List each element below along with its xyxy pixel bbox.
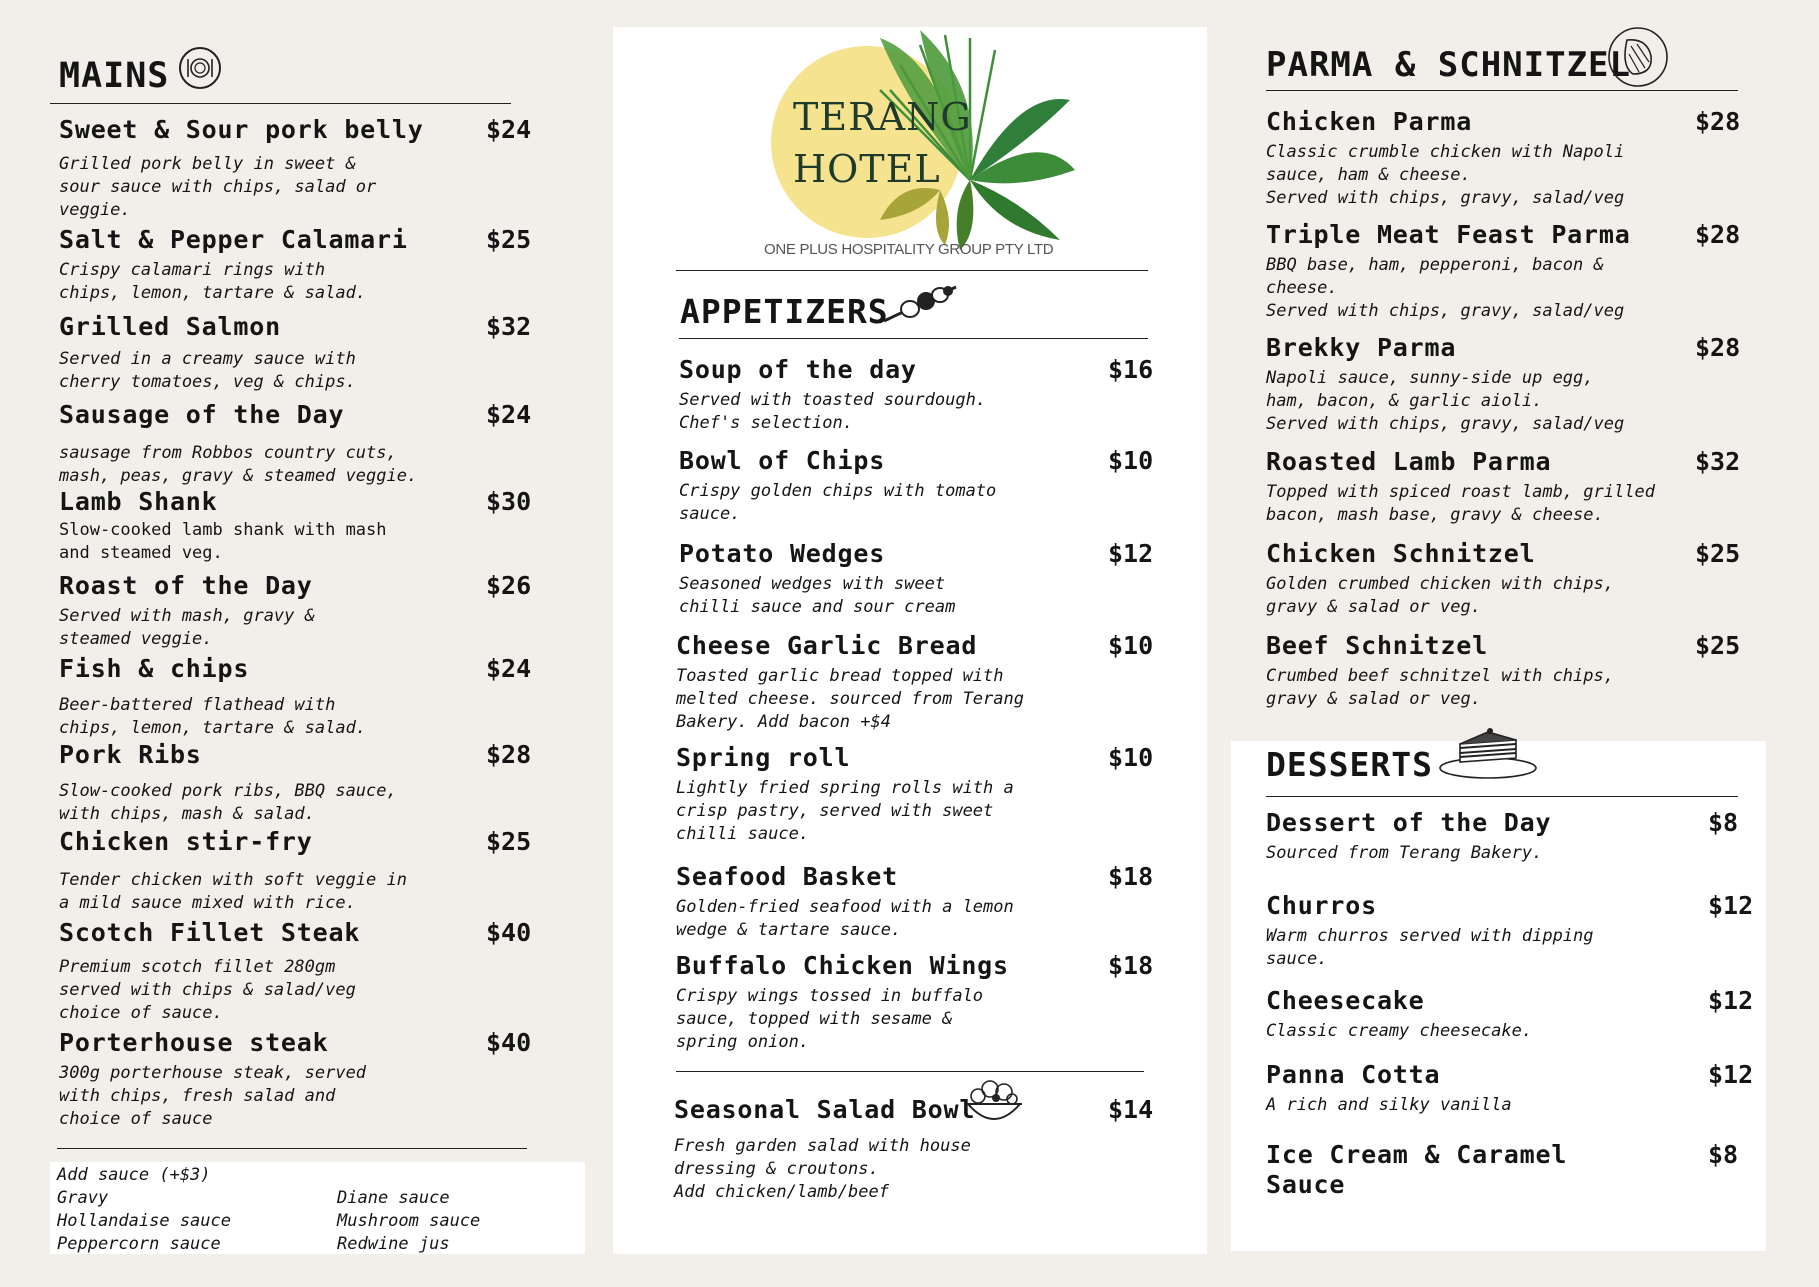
sauce-title: Add sauce (+$3) (57, 1165, 211, 1185)
item-name: Brekky Parma (1266, 333, 1457, 362)
item-description: Classic crumble chicken with Napoli sauce, ham & cheese. Served with chips, gravy, salad/veg (1266, 142, 1625, 208)
item-name: Cheese Garlic Bread (676, 631, 978, 660)
item-name: Chicken Parma (1266, 107, 1473, 136)
item-name: Scotch Fillet Steak (59, 918, 361, 947)
item-description: Seasoned wedges with sweet chilli sauce and sour cream (679, 574, 956, 617)
item-price: $24 (486, 400, 532, 429)
item-description: Fresh garden salad with house dressing & croutons. Add chicken/lamb/beef (674, 1136, 971, 1202)
item-name: Grilled Salmon (59, 312, 281, 341)
item-name: Pork Ribs (59, 740, 202, 769)
appetizers-menu-item (679, 355, 1154, 435)
desserts-menu-item (1266, 808, 1739, 865)
item-name: Beef Schnitzel (1266, 631, 1488, 660)
appetizers-menu-item (679, 446, 1154, 526)
desserts-heading: DESSERTS (1266, 745, 1433, 784)
item-description: Premium scotch fillet 280gm served with chips & salad/veg choice of sauce. (59, 957, 356, 1023)
logo-divider (676, 270, 1148, 271)
item-description: Lightly fried spring rolls with a crisp pastry, served with sweet chilli sauce. (676, 778, 1014, 844)
item-description: Toasted garlic bread topped with melted cheese. sourced from Terang Bakery. Add bacon +$4 (676, 666, 1024, 732)
item-description: A rich and silky vanilla (1266, 1095, 1512, 1115)
item-price: $26 (486, 571, 532, 600)
mains-menu-item (59, 225, 532, 305)
mains-heading: MAINS (59, 56, 170, 96)
sauce-option: Mushroom sauce (337, 1211, 481, 1231)
item-description: Tender chicken with soft veggie in a mild sauce mixed with rice. (59, 870, 407, 913)
salad-bowl-icon (962, 1074, 1026, 1134)
mains-menu-item (59, 740, 532, 826)
item-price: $25 (486, 225, 532, 254)
item-description: Classic creamy cheesecake. (1266, 1021, 1533, 1041)
item-name: Lamb Shank (59, 487, 218, 516)
sauce-option: Peppercorn sauce (57, 1234, 221, 1254)
item-name: Dessert of the Day (1266, 808, 1552, 837)
mains-menu-item (59, 654, 532, 740)
desserts-divider (1266, 796, 1738, 797)
brand-name-line2: HOTEL (793, 147, 941, 191)
parma-menu-item (1266, 539, 1741, 619)
item-price: $14 (1108, 1095, 1154, 1124)
item-description: Crumbed beef schnitzel with chips, gravy & salad or veg. (1266, 666, 1614, 709)
appetizers-menu-item (676, 743, 1154, 846)
cake-slice-icon (1438, 726, 1538, 784)
item-name: Sweet & Sour pork belly (59, 115, 424, 144)
item-name: Fish & chips (59, 654, 250, 683)
item-name: Churros (1266, 891, 1377, 920)
sauce-option: Diane sauce (337, 1188, 450, 1208)
item-description: Crispy wings tossed in buffalo sauce, topped with sesame & spring onion. (676, 986, 984, 1052)
item-description: Napoli sauce, sunny-side up egg, ham, bacon, & garlic aioli. Served with chips, gravy, salad/veg (1266, 368, 1625, 434)
item-name: Roast of the Day (59, 571, 313, 600)
mains-menu-item (59, 312, 532, 394)
desserts-menu-item (1266, 891, 1754, 971)
mains-bottom-divider (57, 1148, 527, 1149)
item-name: Porterhouse steak (59, 1028, 329, 1057)
item-price: $12 (1108, 539, 1154, 568)
brand-group: ONE PLUS HOSPITALITY GROUP PTY LTD (764, 241, 1054, 258)
item-name: Panna Cotta (1266, 1060, 1441, 1089)
item-name: Ice Cream & Caramel Sauce (1266, 1140, 1568, 1199)
item-description: Crispy golden chips with tomato sauce. (679, 481, 997, 524)
item-price: $32 (1695, 447, 1741, 476)
desserts-menu-item (1266, 1140, 1739, 1200)
item-description: Slow-cooked lamb shank with mash and steamed veg. (59, 520, 387, 563)
item-name: Potato Wedges (679, 539, 886, 568)
item-price: $18 (1108, 951, 1154, 980)
appetizers-menu-item (676, 951, 1154, 1054)
item-name: Chicken Schnitzel (1266, 539, 1536, 568)
parma-menu-item (1266, 447, 1741, 527)
item-name: Sausage of the Day (59, 400, 345, 429)
item-name: Seasonal Salad Bowl (674, 1095, 976, 1124)
item-price: $40 (486, 1028, 532, 1057)
item-description: Beer-battered flathead with chips, lemon, tartare & salad. (59, 695, 367, 738)
item-price: $25 (1695, 539, 1741, 568)
item-description: 300g porterhouse steak, served with chips, fresh salad and choice of sauce (59, 1063, 367, 1129)
item-price: $12 (1708, 986, 1754, 1015)
appetizers-menu-item (676, 631, 1154, 734)
item-price: $12 (1708, 1060, 1754, 1089)
item-price: $10 (1108, 446, 1154, 475)
item-name: Roasted Lamb Parma (1266, 447, 1552, 476)
parma-heading: PARMA & SCHNITZEL (1266, 45, 1631, 85)
parma-menu-item (1266, 333, 1741, 436)
item-description: Served with mash, gravy & steamed veggie. (59, 606, 315, 649)
mains-menu-item (59, 918, 532, 1025)
item-name: Buffalo Chicken Wings (676, 951, 1009, 980)
parma-menu-item (1266, 107, 1741, 210)
item-name: Cheesecake (1266, 986, 1425, 1015)
item-price: $32 (486, 312, 532, 341)
item-description: Served with toasted sourdough. Chef's selection. (679, 390, 987, 433)
item-description: Served in a creamy sauce with cherry tomatoes, veg & chips. (59, 349, 356, 392)
item-price: $28 (486, 740, 532, 769)
appetizers-heading: APPETIZERS (680, 292, 889, 331)
item-price: $28 (1695, 220, 1741, 249)
brand-name-line1: TERANG (793, 95, 972, 139)
mains-menu-item (59, 571, 532, 651)
parma-menu-item (1266, 220, 1741, 323)
item-price: $40 (486, 918, 532, 947)
mains-menu-item (59, 400, 532, 488)
item-price: $8 (1708, 808, 1739, 837)
mains-menu-item (59, 487, 532, 565)
item-description: Golden crumbed chicken with chips, gravy & salad or veg. (1266, 574, 1614, 617)
item-price: $10 (1108, 631, 1154, 660)
mains-menu-item (59, 827, 532, 915)
item-price: $30 (486, 487, 532, 516)
parma-divider (1266, 90, 1738, 91)
item-description: Sourced from Terang Bakery. (1266, 843, 1543, 863)
appetizers-menu-item (674, 1095, 1154, 1204)
item-description: Grilled pork belly in sweet & sour sauce with chips, salad or veggie. (59, 154, 377, 220)
item-name: Soup of the day (679, 355, 917, 384)
item-description: Topped with spiced roast lamb, grilled bacon, mash base, gravy & cheese. (1266, 482, 1655, 525)
mains-menu-item (59, 115, 532, 222)
desserts-menu-item (1266, 1060, 1754, 1117)
item-price: $24 (486, 654, 532, 683)
skewer-icon (880, 283, 960, 329)
item-description: Crispy calamari rings with chips, lemon, tartare & salad. (59, 260, 367, 303)
item-price: $28 (1695, 107, 1741, 136)
item-price: $24 (486, 115, 532, 144)
appetizers-menu-item (676, 862, 1154, 942)
salad-divider (676, 1071, 1144, 1072)
item-name: Chicken stir-fry (59, 827, 313, 856)
item-description: Slow-cooked pork ribs, BBQ sauce, with chips, mash & salad. (59, 781, 397, 824)
parma-menu-item (1266, 631, 1741, 711)
desserts-menu-item (1266, 986, 1754, 1043)
plate-cutlery-icon (178, 46, 222, 94)
appetizers-menu-item (679, 539, 1154, 619)
item-name: Triple Meat Feast Parma (1266, 220, 1631, 249)
item-name: Bowl of Chips (679, 446, 886, 475)
item-price: $28 (1695, 333, 1741, 362)
item-description: BBQ base, ham, pepperoni, bacon & cheese. Served with chips, gravy, salad/veg (1266, 255, 1625, 321)
item-price: $18 (1108, 862, 1154, 891)
schnitzel-icon (1607, 26, 1669, 92)
sauce-option: Redwine jus (337, 1234, 450, 1254)
item-description: sausage from Robbos country cuts, mash, peas, gravy & steamed veggie. (59, 443, 418, 486)
item-name: Seafood Basket (676, 862, 898, 891)
sauce-option: Hollandaise sauce (57, 1211, 231, 1231)
item-price: $8 (1708, 1140, 1739, 1169)
item-name: Spring roll (676, 743, 851, 772)
item-price: $25 (486, 827, 532, 856)
item-price: $12 (1708, 891, 1754, 920)
sauce-option: Gravy (57, 1188, 109, 1208)
item-price: $16 (1108, 355, 1154, 384)
item-price: $25 (1695, 631, 1741, 660)
appetizers-divider (679, 338, 1148, 339)
item-description: Golden-fried seafood with a lemon wedge & tartare sauce. (676, 897, 1014, 940)
item-name: Salt & Pepper Calamari (59, 225, 408, 254)
item-description: Warm churros served with dipping sauce. (1266, 926, 1594, 969)
item-price: $10 (1108, 743, 1154, 772)
mains-divider (50, 103, 511, 104)
mains-menu-item (59, 1028, 532, 1131)
